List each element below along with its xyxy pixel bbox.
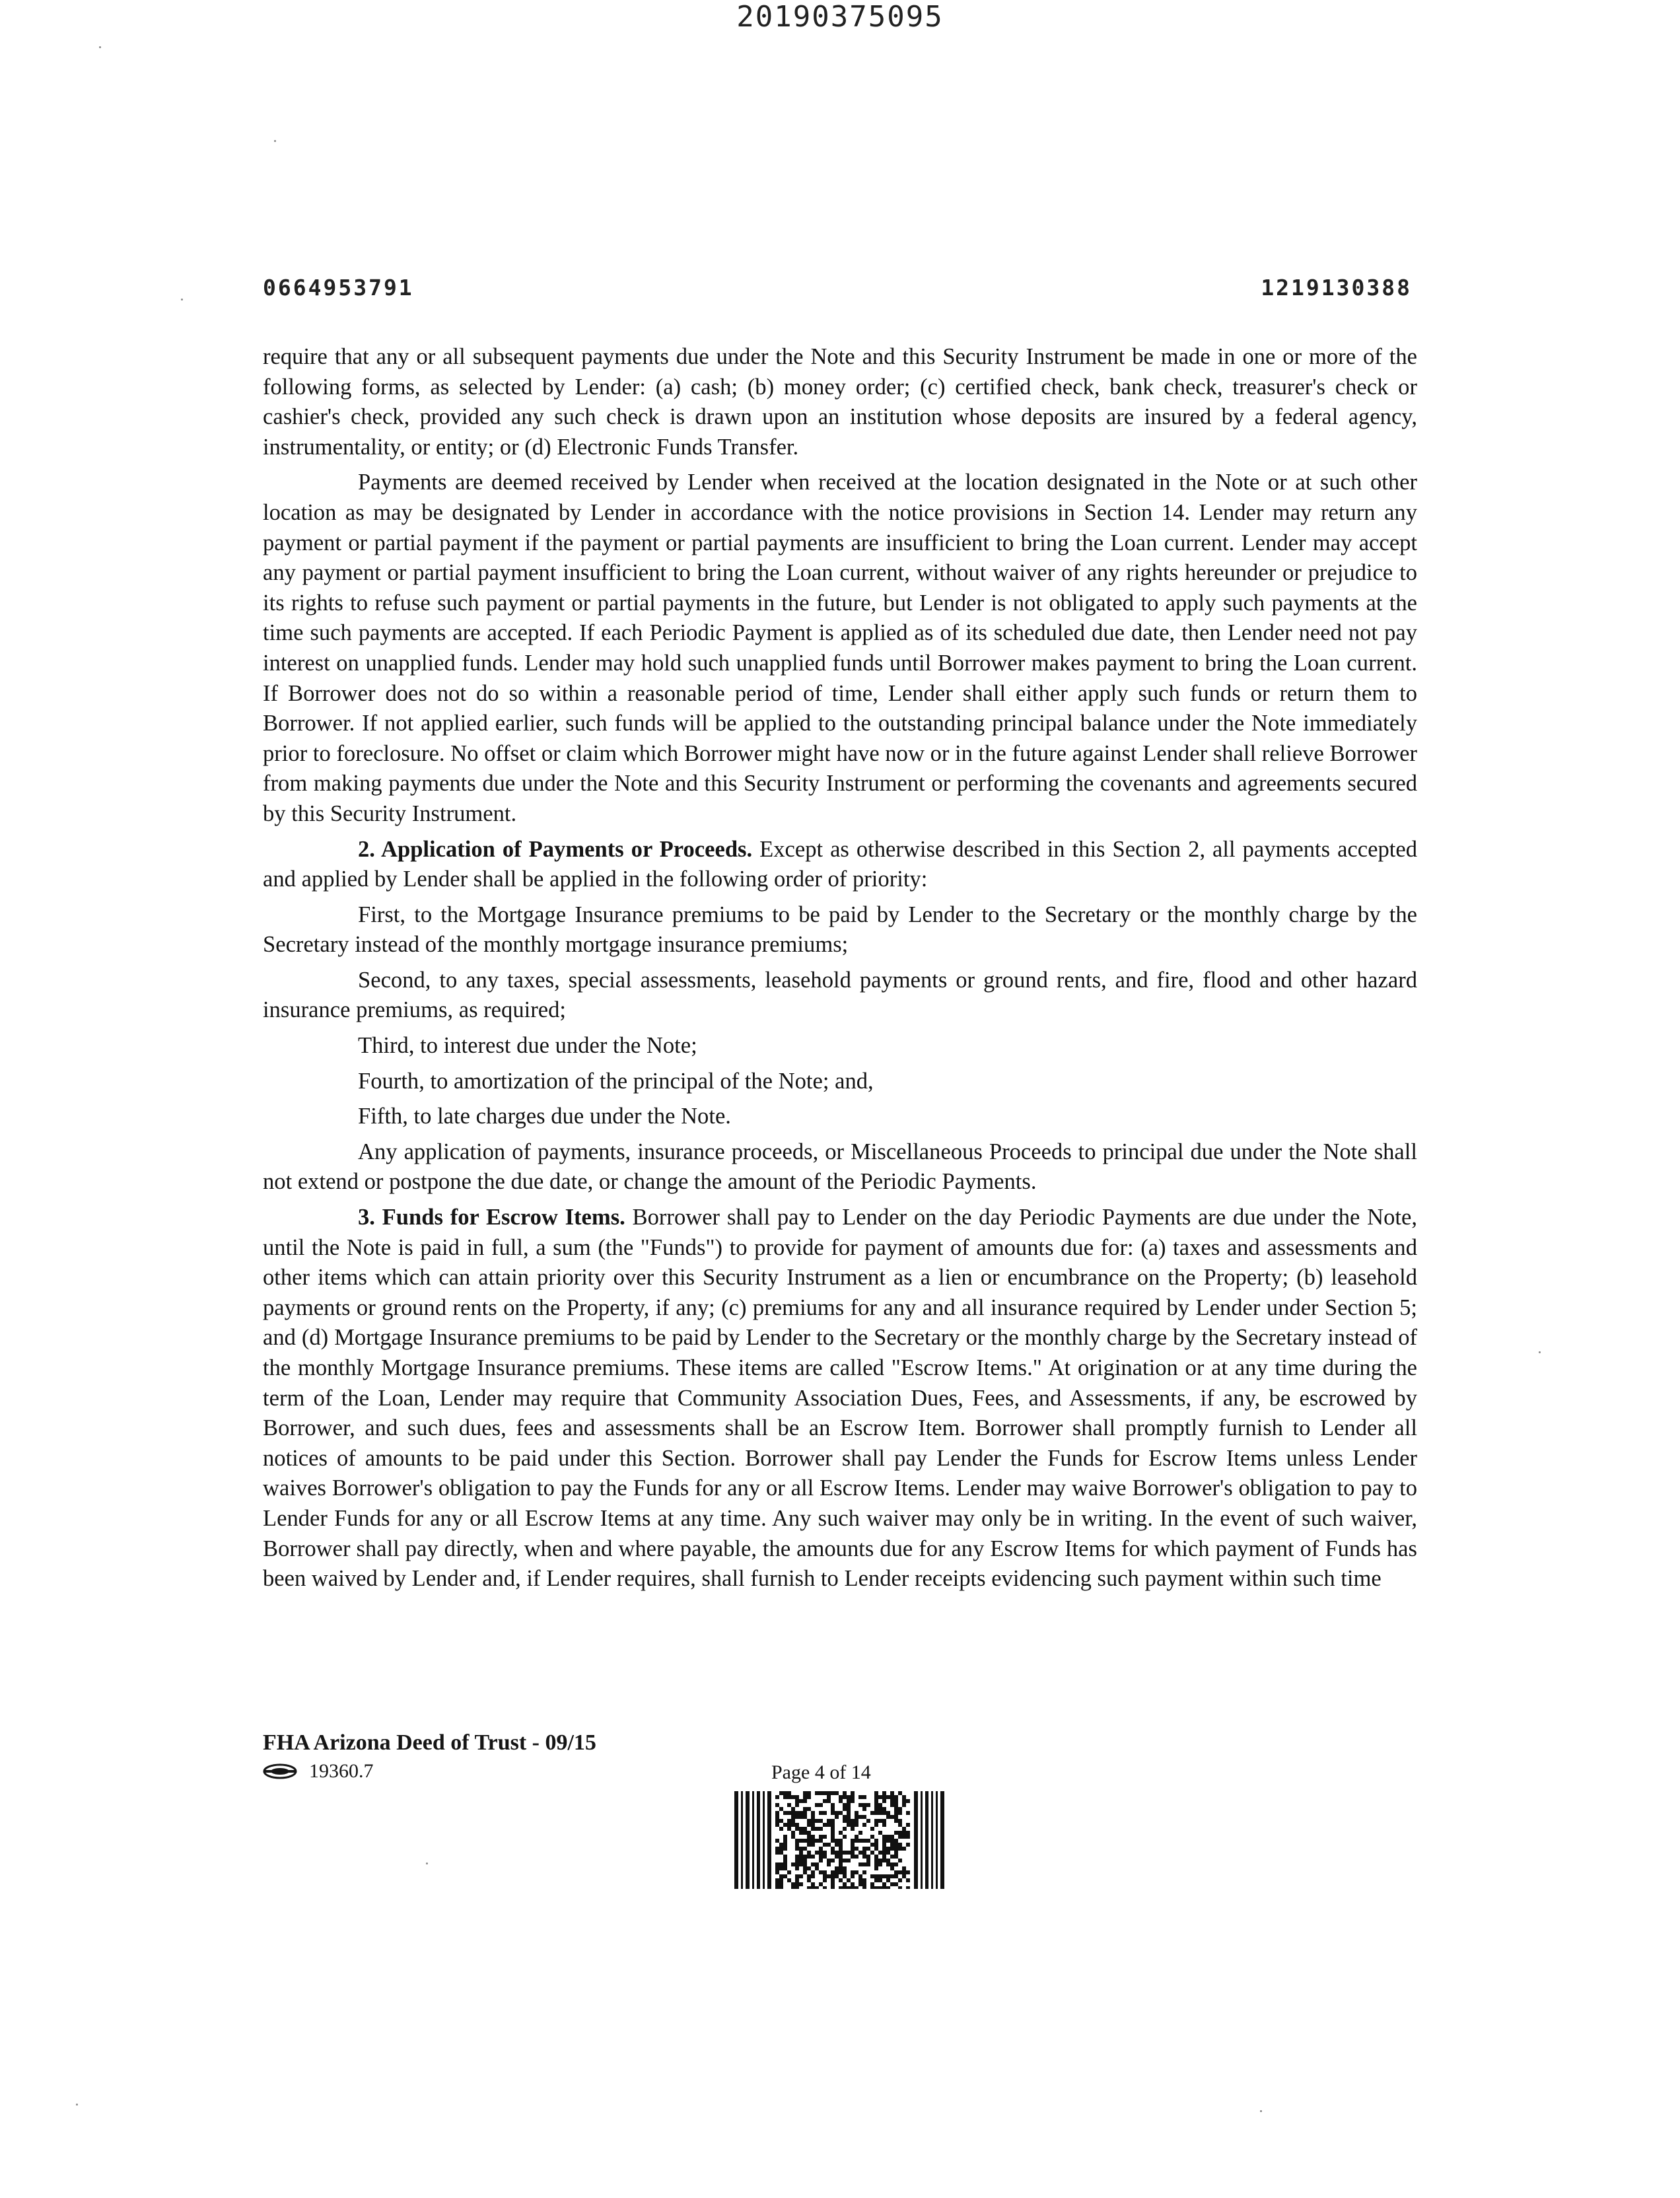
form-code-line [263, 1760, 374, 1783]
priority-first: First, to the Mortgage Insurance premiums to be paid by Lender to the Secretary or the monthly charge by the Secretary instead of the monthly mortgage insurance premiums; [263, 902, 1417, 958]
scan-speck [1539, 1351, 1541, 1353]
section-2-paragraph [263, 835, 1417, 895]
priority-second: Second, to any taxes, special assessments, leasehold payments or ground rents, and fire, flood and other hazard insurance premiums, as required; [263, 967, 1417, 1023]
scan-speck [274, 140, 276, 142]
wolters-kluwer-logo-icon [263, 1763, 297, 1780]
scan-speck [76, 2104, 78, 2106]
form-code: 19360.7 [309, 1760, 374, 1782]
scan-speck [99, 46, 101, 48]
priority-fifth: Fifth, to late charges due under the Note. [358, 1104, 731, 1129]
loan-number-right: 1219130388 [1261, 275, 1412, 301]
priority-fourth: Fourth, to amortization of the principal of the Note; and, [358, 1068, 874, 1094]
scan-speck [426, 1862, 428, 1864]
section-3-heading: 3. Funds for Escrow Items. [358, 1205, 625, 1230]
scan-speck [181, 299, 183, 301]
2d-barcode-icon [734, 1791, 944, 1889]
form-title: FHA Arizona Deed of Trust - 09/15 [263, 1730, 596, 1755]
paragraph-payment-forms: require that any or all subsequent payments due under the Note and this Security Instrument be made in one or more of the following forms, as selected by Lender: (a) cash; (b) money order; (c) certified check, bank check, treasurer's check or cashier's check, provided any such check is drawn upon an institution whose deposits are insured by a federal agency, instrumentality, or entity; or (d) Electronic Funds Transfer. [263, 344, 1417, 460]
page-number: Page 4 of 14 [771, 1761, 871, 1783]
section-3-text: Borrower shall pay to Lender on the day Periodic Payments are due under the Note, until the Note is paid in full, a sum (the "Funds") to provide for payment of amounts due for: (a) taxes and assessments and other items which can attain priority over this Security Instrument as a lien or encumbrance on the Property; (b) leasehold payments or ground rents on the Property, if any; (c) premiums for any and all insurance required by Lender under Section 5; and (d) Mortgage Insurance premiums to be paid by Lender to the Secretary or the monthly charge by the Secretary instead of the monthly Mortgage Insurance premiums. These items are called "Escrow Items." At origination or at any time during the term of the Loan, Lender may require that Community Association Dues, Fees, and Assessments, if any, be escrowed by Borrower, and such dues, fees and assessments shall be an Escrow Item. Borrower shall promptly furnish to Lender all notices of amounts to be paid under this Section. Borrower shall pay Lender the Funds for Escrow Items unless Lender waives Borrower's obligation to pay the Funds for any or all Escrow Items. Lender may waive Borrower's obligation to pay to Lender Funds for any or all Escrow Items at any time. Any such waiver may only be in writing. In the event of such waiver, Borrower shall pay directly, when and where payable, the amounts due for any Escrow Items for which payment of Funds has been waived by Lender and, if Lender requires, shall furnish to Lender receipts evidencing such payment within such time [263, 1205, 1417, 1592]
section-3-paragraph [263, 1203, 1417, 1594]
priority-third: Third, to interest due under the Note; [358, 1033, 697, 1059]
loan-number-left: 0664953791 [263, 275, 414, 301]
section-2-heading: 2. Application of Payments or Proceeds. [358, 836, 753, 862]
scan-speck [1260, 2110, 1262, 2112]
paragraph-payments-received: Payments are deemed received by Lender when received at the location designated in the Note or at such other location as may be designated by Lender in accordance with the notice provisions in Section 14. Lender may return any payment or partial payment if the payment or partial payments are insufficient to bring the Loan current. Lender may accept any payment or partial payment insufficient to bring the Loan current, without waiver of any rights hereunder or prejudice to its rights to refuse such payment or partial payments in the future, but Lender is not obligated to apply such payments at the time such payments are accepted. If each Periodic Payment is applied as of its scheduled due date, then Lender need not pay interest on unapplied funds. Lender may hold such unapplied funds until Borrower makes payment to bring the Loan current. If Borrower does not do so within a reasonable period of time, Lender shall either apply such funds or return them to Borrower. If not applied earlier, such funds will be applied to the outstanding principal balance under the Note immediately prior to foreclosure. No offset or claim which Borrower might have now or in the future against Lender shall relieve Borrower from making payments due under the Note and this Security Instrument or performing the covenants and agreements secured by this Security Instrument. [263, 470, 1417, 826]
paragraph-any-application: Any application of payments, insurance proceeds, or Miscellaneous Proceeds to principal due under the Note shall not extend or postpone the due date, or change the amount of the Periodic Payments. [263, 1139, 1417, 1195]
document-body [263, 342, 1417, 1600]
recording-number: 20190375095 [736, 0, 944, 34]
section-2-text: Except as otherwise described in this Section 2, all payments accepted and applied by Lender shall be applied in the following order of priority: [263, 836, 1417, 892]
